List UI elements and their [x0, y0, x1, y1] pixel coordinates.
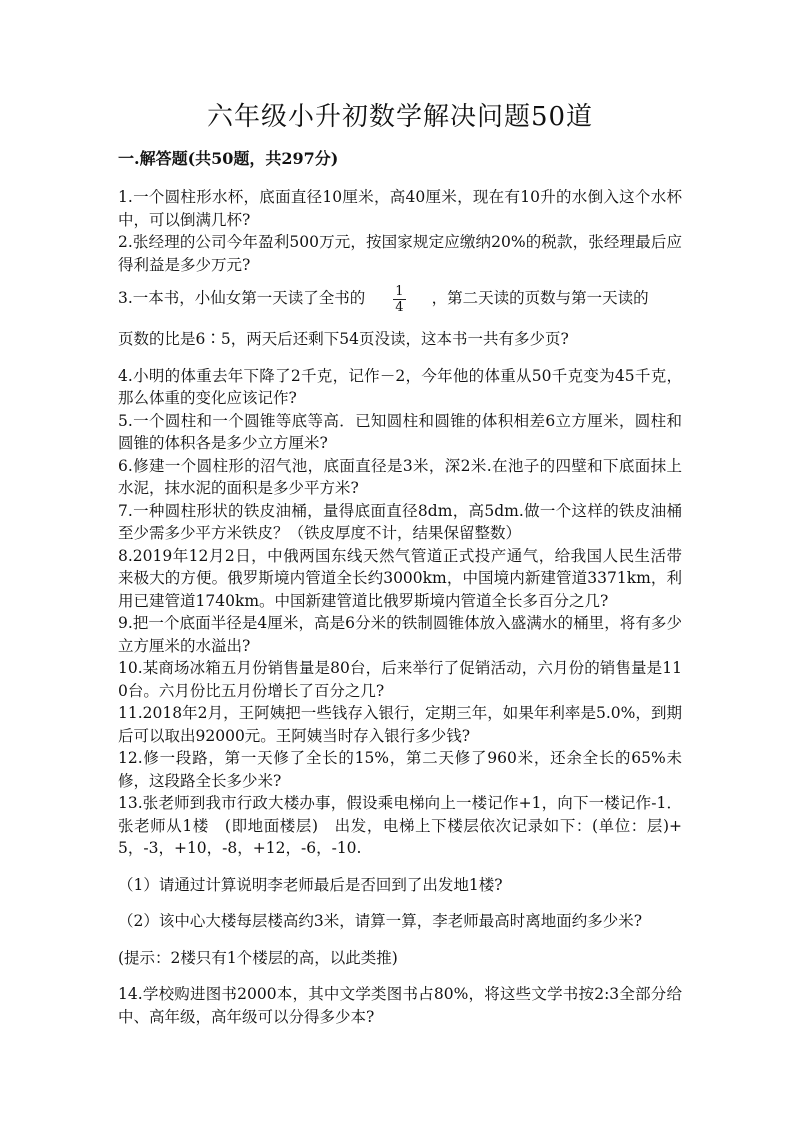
question-3-text-end: ，第二天读的页数与第一天读的: [431, 289, 649, 307]
question-8: 8.2019年12月2日，中俄两国东线天然气管道正式投产通气，给我国人民生活带来极大的方便。俄罗斯境内管道全长约3000km，中国境内新建管道3371km，利用已建管道1740km。中国新建管道比俄罗斯境内管道全长多百分之几?: [118, 546, 682, 610]
section-heading: 一.解答题(共50题，共297分): [118, 149, 339, 168]
question-13-hint: (提示：2楼只有1个楼层的高，以此类推): [118, 948, 398, 967]
page-title: 六年级小升初数学解决问题50道: [206, 102, 594, 132]
question-3-line-1: [118, 276, 682, 320]
fraction-denominator: 4: [395, 299, 404, 315]
question-12: 12.修一段路，第一天修了全长的15%，第二天修了960米，还余全长的65%未修，这段路全长多少米?: [118, 749, 682, 790]
question-14: 14.学校购进图书2000本，其中文学类图书占80%，将这些文学书按2:3全部分给中、高年级，高年级可以分得多少本?: [118, 985, 682, 1026]
question-13-sub-2: （2）该中心大楼每层楼高约3米，请算一算，李老师最高时离地面约多少米?: [118, 912, 643, 930]
question-6: 6.修建一个圆柱形的沼气池，底面直径是3米，深2米.在池子的四壁和下底面抹上水泥，抹水泥的面积是多少平方米?: [118, 456, 682, 497]
questions-body: [118, 186, 682, 1028]
question-13-sub-1: （1）请通过计算说明李老师最后是否回到了出发地1楼?: [118, 875, 503, 894]
question-10: 10.某商场冰箱五月份销售量是80台，后来举行了促销活动，六月份的销售量是110台。六月份比五月份增长了百分之几?: [118, 659, 682, 700]
question-5: 5.一个圆柱和一个圆锥等底等高．已知圆柱和圆锥的体积相差6立方厘米，圆柱和圆锥的体积各是多少立方厘米?: [118, 411, 682, 452]
question-3-text-start: 3.一本书，小仙女第一天读了全书的: [118, 289, 366, 307]
question-13: 13.张老师到我市行政大楼办事，假设乘电梯向上一楼记作+1，向下一楼记作-1．张老师从1楼 (即地面楼层) 出发，电梯上下楼层依次记录如下：(单位：层)+5，-3，+10，-8，+12，-6，-10.: [118, 794, 682, 857]
question-7: 7.一种圆柱形状的铁皮油桶，量得底面直径8dm，高5dm.做一个这样的铁皮油桶至少需多少平方米铁皮？（铁皮厚度不计，结果保留整数）: [118, 501, 682, 542]
fraction-numerator: 1: [395, 283, 404, 299]
question-4: 4.小明的体重去年下降了2千克，记作－2，今年他的体重从50千克变为45千克，那么体重的变化应该记作?: [118, 366, 682, 407]
question-11: 11.2018年2月，王阿姨把一些钱存入银行，定期三年，如果年利率是5.0%，到期后可以取出92000元。王阿姨当时存入银行多少钱?: [118, 704, 682, 745]
question-3: [118, 276, 682, 351]
fraction-one-quarter: [393, 284, 405, 315]
question-9: 9.把一个底面半径是4厘米，高是6分米的铁制圆锥体放入盛满水的桶里，将有多少立方厘米的水溢出?: [118, 614, 682, 655]
question-2: 2.张经理的公司今年盈利500万元，按国家规定应缴纳20%的税款，张经理最后应得利益是多少万元?: [118, 233, 682, 274]
question-3-line-2: 页数的比是6∶5，两天后还剩下54页没读，这本书一共有多少页?: [118, 330, 569, 348]
question-1: 1.一个圆柱形水杯，底面直径10厘米，高40厘米，现在有10升的水倒入这个水杯中，可以倒满几杯?: [118, 188, 682, 229]
